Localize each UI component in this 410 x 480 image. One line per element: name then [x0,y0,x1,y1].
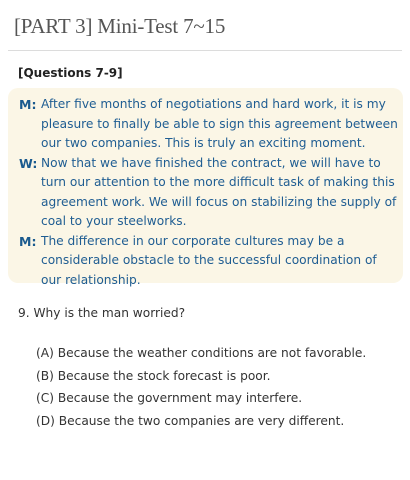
speaker-label: W: [19,155,38,171]
question-stem: 9. Why is the man worried? [18,306,186,320]
page-title: [PART 3] Mini-Test 7~15 [14,14,226,38]
speaker-label: M: [19,97,37,112]
dialogue-text: After five months of negotiations and hard work, it is my pleasure to finally be able to sign this agreement between our two companies. This is truly an exciting moment. [41,97,398,150]
question-range-label: [Questions 7-9] [18,66,123,80]
answer-option-a[interactable]: (A) Because the weather conditions are not favorable. [36,346,367,360]
dialogue-line-1 [19,95,399,154]
answer-options-list [36,342,366,432]
dialogue-line-3 [19,232,399,291]
answer-option-c[interactable]: (C) Because the government may interfere. [36,391,303,405]
dialogue-line-2 [19,154,399,232]
header-divider [8,50,402,51]
dialogue-text: The difference in our corporate cultures may be a considerable obstacle to the successful coordination of our relationship. [41,233,377,287]
speaker-label: M: [19,233,37,249]
answer-option-b[interactable]: (B) Because the stock forecast is poor. [36,368,271,383]
dialogue-text: Now that we have finished the contract, we will have to turn our attention to the more difficult task of making this agreement work. We will focus on stabilizing the supply of coal to your steelworks. [41,155,397,228]
dialogue-transcript-box [8,88,403,287]
answer-option-d[interactable]: (D) Because the two companies are very different. [36,413,345,428]
